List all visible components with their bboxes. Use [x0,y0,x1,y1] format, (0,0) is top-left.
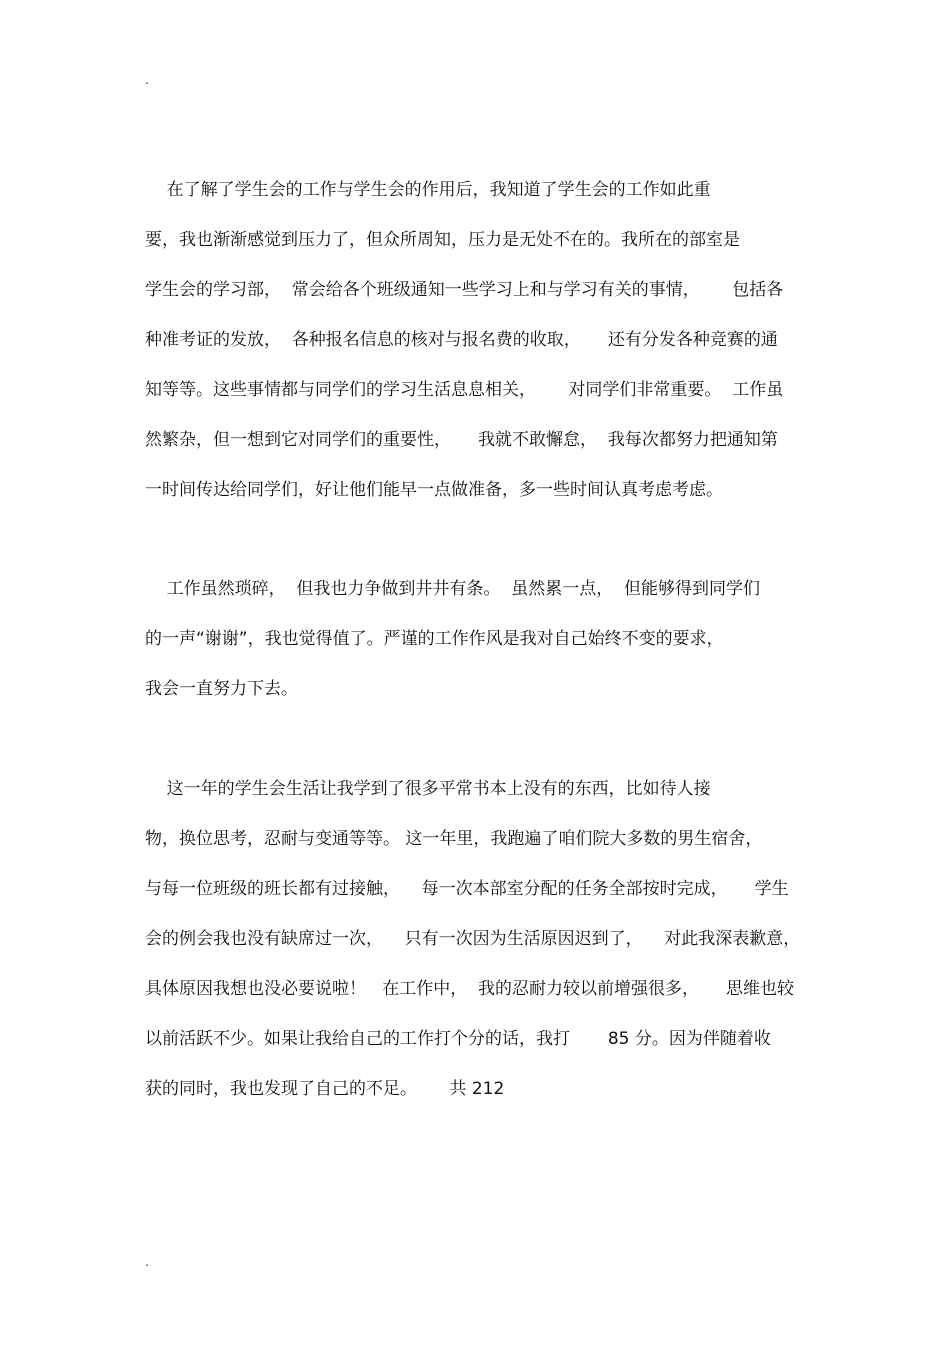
text-line: 这一年的学生会生活让我学到了很多平常书本上没有的东西，比如待人接 [145,779,711,799]
text-line: 具体原因我想也没必要说啦！ 在工作中， 我的忍耐力较以前增强很多， 思维也较 [145,979,795,999]
text-line: 我会一直努力下去。 [145,679,298,699]
text-line: 学生会的学习部， 常会给各个班级通知一些学习上和与学习有关的事情， 包括各 [145,280,784,300]
text-line: 与每一位班级的班长都有过接触， 每一次本部室分配的任务全部按时完成， 学生 [145,879,789,899]
text-line: 在了解了学生会的工作与学生会的作用后，我知道了学生会的工作如此重 [145,180,711,200]
text-line: 的一声“谢谢”，我也觉得值了。严谨的工作作风是我对自己始终不变的要求， [145,629,724,649]
text-line: 知等等。这些事情都与同学们的学习生活息息相关， 对同学们非常重要。 工作虽 [145,380,784,400]
text-line: 种准考证的发放， 各种报名信息的核对与报名费的收取， 还有分发各种竞赛的通 [145,330,778,350]
text-line: 然繁杂，但一想到它对同学们的重要性， 我就不敢懈怠， 我每次都努力把通知第 [145,430,778,450]
page-bottom-mark: . [145,1255,149,1269]
text-line: 以前活跃不少。如果让我给自己的工作打个分的话，我打 85 分。因为伴随着收 [145,1029,771,1049]
text-line: 工作虽然琐碎， 但我也力争做到井井有条。 虽然累一点， 但能够得到同学们 [145,579,761,599]
text-line: 获的同时，我也发现了自己的不足。 共 212 [145,1079,505,1099]
text-line: 一时间传达给同学们，好让他们能早一点做准备，多一些时间认真考虑考虑。 [145,480,723,500]
text-line: 要，我也渐渐感觉到压力了，但众所周知，压力是无处不在的。我所在的部室是 [145,230,740,250]
page-top-mark: . [145,73,149,87]
text-line: 会的例会我也没有缺席过一次， 只有一次因为生活原因迟到了， 对此我深表歉意， [145,929,801,949]
text-line: 物，换位思考，忍耐与变通等等。 这一年里，我跑遍了咱们院大多数的男生宿舍， [145,829,763,849]
